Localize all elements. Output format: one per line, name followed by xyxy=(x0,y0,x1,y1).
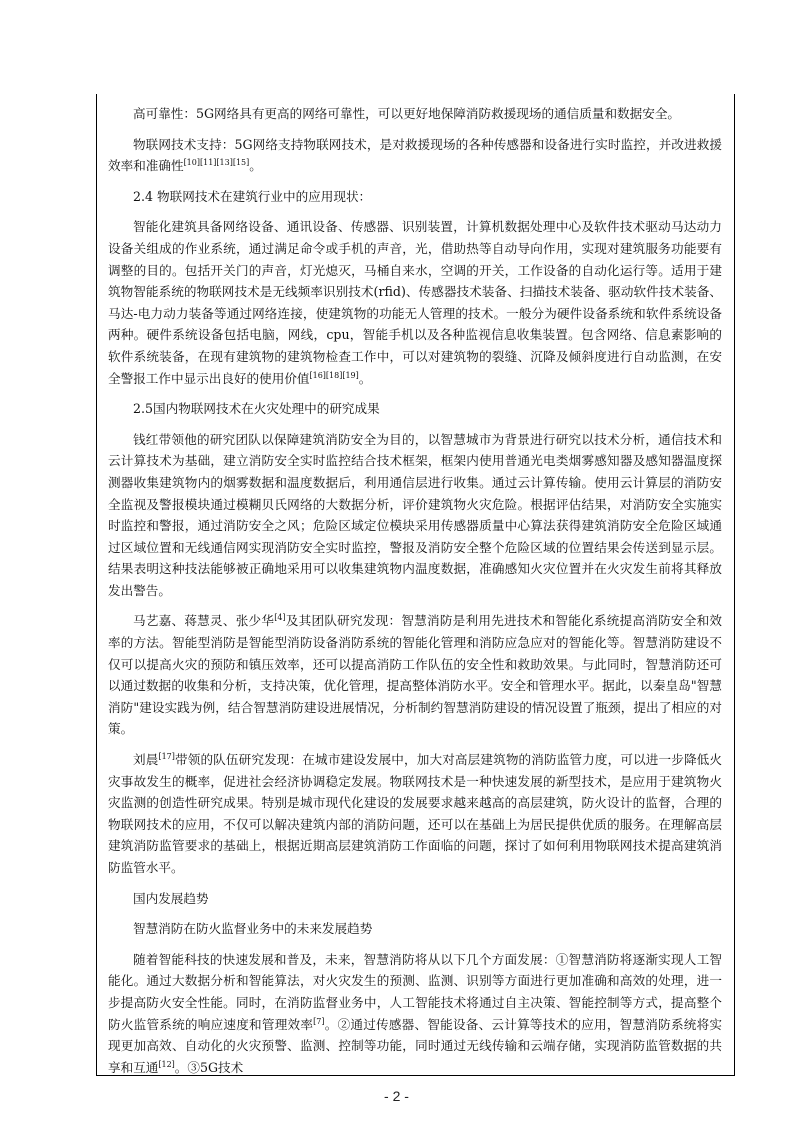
paragraph-qian-hong: 钱红带领他的研究团队以保障建筑消防安全为目的，以智慧城市为背景进行研究以技术分析，通信技术和云计算技术为基础，建立消防安全实时监控结合技术框架，框架内使用普通光电类烟雾感知器及感知器温度探测器收集建筑物内的烟雾数据和温度数据后，利用通信层进行收集。通过云计算传输。使用云计算层的消防安全监视及警报模块通过模糊贝氏网络的大数据分析，评价建筑物火灾危险。根据评估结果，对消防安全实施实时监控和警报，通过消防安全之风；危险区域定位模块采用传感器质量中心算法获得建筑消防安全危险区域通过区域位置和无线通信网实现消防安全实时监控，警报及消防安全整个危险区域的位置结果会传送到显示层。结果表明这种技法能够被正确地采用可以收集建筑物内温度数据，准确感知火灾位置并在火灾发生前将其释放发出警告。 xyxy=(108,431,722,598)
page-number: - 2 - xyxy=(384,1088,409,1104)
paragraph-liu-chen: 刘晨[17]带领的队伍研究发现：在城市建设发展中，加大对高层建筑物的消防监管力度，可以进一步降低火灾事故发生的概率，促进社会经济协调稳定发展。物联网技术是一种快速发展的新型技术，是应用于建筑物火灾监测的创造性研究成果。特别是城市现代化建设的发展要求越来越高的高层建筑，防火设计的监督，合理的物联网技术的应用，不仅可以解决建筑内部的消防问题，还可以在基础上为居民提供优质的服务。在理解高层建筑消防监管要求的基础上，根据近期高层建筑消防工作面临的问题，探讨了如何利用物联网技术提高建筑消防监管水平。 xyxy=(108,751,723,875)
citation: [16][18][19] xyxy=(309,370,359,380)
section-heading-2-4: 2.4 物联网技术在建筑行业中的应用现状： xyxy=(133,188,372,204)
heading-future-trend: 智慧消防在防火监督业务中的未来发展趋势 xyxy=(133,921,373,937)
paragraph-future-development: 随着智能科技的快速发展和普及，未来，智慧消防将从以下几个方面发展：①智慧消防将逐渐实现人工智能化。通过大数据分析和智能算法，对火灾发生的预测、监测、识别等方面进行更加准确和高效的处理，进一步提高防火安全性能。同时，在消防监督业务中，人工智能技术将通过自主决策、智能控制等方式，提高整个防火监管系统的响应速度和管理效率[7]。②通过传感器、智能设备、云计算等技术的应用，智慧消防系统将实现更加高效、自动化的火灾预警、监测、控制等功能，同时通过无线传输和云端存储，实现消防监管数据的共享和互通[12]。③5G技术 xyxy=(108,951,723,1075)
citation: [12] xyxy=(158,1059,175,1069)
heading-domestic-trend: 国内发展趋势 xyxy=(133,890,209,906)
paragraph-smart-building: 智能化建筑具备网络设备、通讯设备、传感器、识别装置，计算机数据处理中心及软件技术驱动马达动力设备关组成的作业系统，通过满足命令或手机的声音，光，借助热等自动导向作用，实现对建筑服务功能要有调整的目的。包括开关门的声音，灯光熄灭，马桶自来水，空调的开关，工作设备的自动化运行等。适用于建筑物智能系统的物联网技术是无线频率识别技术(rfid)、传感器技术装备、扫描技术装备、驱动软件技术装备、马达-电力动力装备等通过网络连接，使建筑物的功能无人管理的技术。一般分为硬件设备系统和软件系统设备两种。硬件系统设备包括电脑，网线，cpu，智能手机以及各种监视信息收集装置。包含网络、信息素影响的软件系统装备，在现有建筑物的建筑物检查工作中，可以对建筑物的裂缝、沉降及倾斜度进行自动监测，在安全警报工作中显示出良好的使用价值[16][18][19]。 xyxy=(108,219,722,386)
citation: [17] xyxy=(158,751,175,761)
paragraph-iot-support: 物联网技术支持：5G网络支持物联网技术，是对救援现场的各种传感器和设备进行实时监控，并改进救援效率和准确性[10][11][13][15]。 xyxy=(108,136,722,174)
citation: [10][11][13][15] xyxy=(183,158,250,167)
paragraph-high-reliability: 高可靠性：5G网络具有更高的网络可靠性，可以更好地保障消防救援现场的通信质量和数据安全。 xyxy=(133,106,681,121)
page-frame xyxy=(96,94,735,1076)
paragraph-ma-yijia: 马艺嘉、蒋慧灵、张少华[4]及其团队研究发现：智慧消防是利用先进技术和智能化系统提高消防安全和效率的方法。智能型消防是智能型消防设备消防系统的智能化管理和消防应急应对的智能化等。智慧消防建设不仅可以提高火灾的预防和镇压效率，还可以提高消防工作队伍的安全性和救助效果。与此同时，智慧消防还可以通过数据的收集和分析，支持决策，优化管理，提高整体消防水平。安全和管理水平。据此，以秦皇岛"智慧消防"建设实践为例，结合智慧消防建设进展情况，分析制约智慧消防建设的情况设置了瓶颈，提出了相应的对策。 xyxy=(108,613,723,737)
section-heading-2-5: 2.5国内物联网技术在火灾处理中的研究成果 xyxy=(133,401,380,417)
citation: [4] xyxy=(274,613,286,623)
citation: [7] xyxy=(313,1016,325,1026)
document-body xyxy=(97,94,734,1076)
